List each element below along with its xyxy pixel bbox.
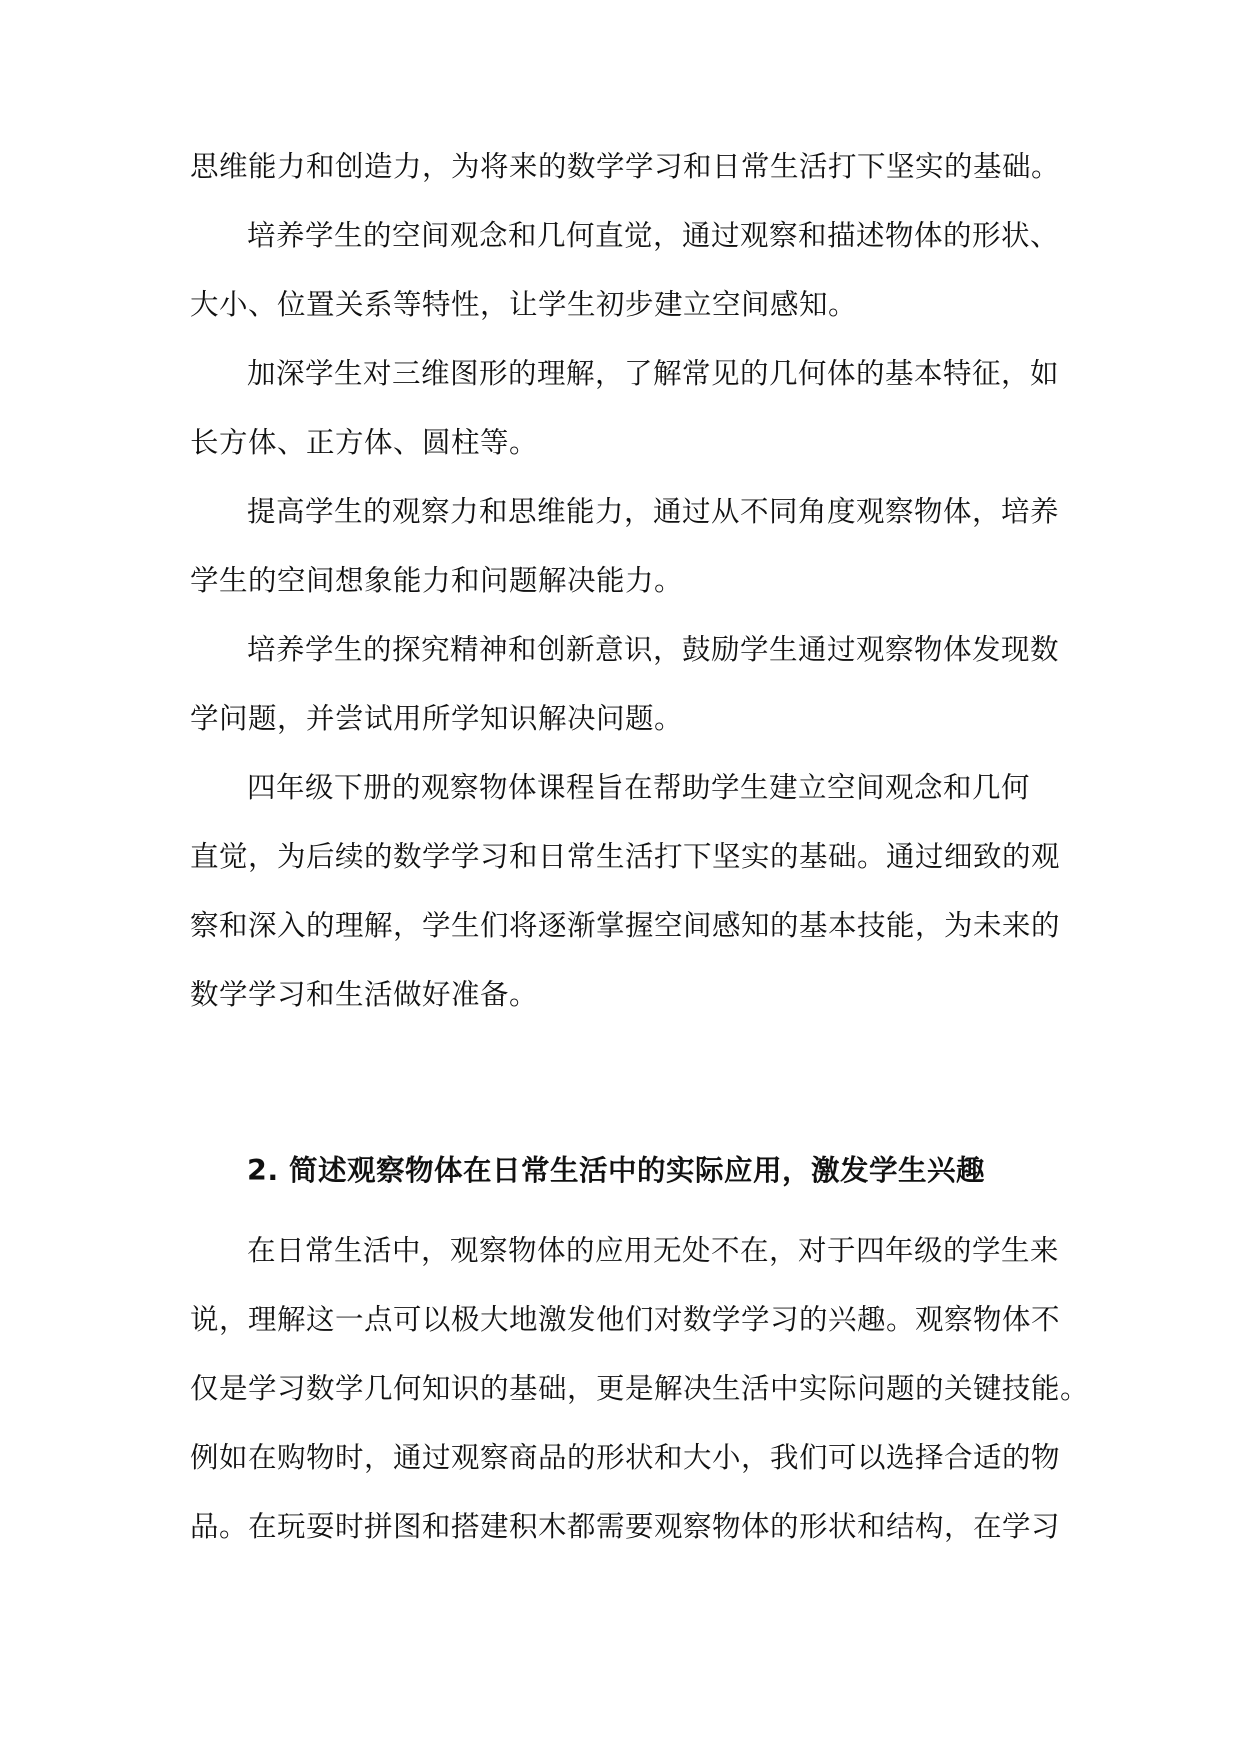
- text-line: 四年级下册的观察物体课程旨在帮助学生建立空间观念和几何: [247, 771, 1031, 804]
- body-text-block-1: [190, 132, 1061, 1029]
- text-line: 培养学生的空间观念和几何直觉，通过观察和描述物体的形状、: [247, 219, 1060, 252]
- text-line: 提高学生的观察力和思维能力，通过从不同角度观察物体，培养: [247, 495, 1060, 528]
- text-line: 数学学习和生活做好准备。: [190, 978, 539, 1011]
- text-line: 在日常生活中，观察物体的应用无处不在，对于四年级的学生来: [247, 1234, 1060, 1267]
- text-line: 品。在玩耍时拼图和搭建积木都需要观察物体的形状和结构，在学习: [190, 1510, 1061, 1543]
- text-line: 学生的空间想象能力和问题解决能力。: [190, 564, 684, 597]
- section-title: 简述观察物体在日常生活中的实际应用，激发学生兴趣: [289, 1154, 986, 1187]
- text-line: 培养学生的探究精神和创新意识，鼓励学生通过观察物体发现数: [247, 633, 1060, 666]
- text-line: 思维能力和创造力，为将来的数学学习和日常生活打下坚实的基础。: [190, 150, 1061, 183]
- text-line: 例如在购物时，通过观察商品的形状和大小，我们可以选择合适的物: [190, 1441, 1061, 1474]
- text-line: 加深学生对三维图形的理解，了解常见的几何体的基本特征，如: [247, 357, 1060, 390]
- text-line: 说，理解这一点可以极大地激发他们对数学学习的兴趣。观察物体不: [190, 1303, 1061, 1336]
- section-heading: [247, 1148, 985, 1189]
- text-line: 学问题，并尝试用所学知识解决问题。: [190, 702, 684, 735]
- text-line: 直觉，为后续的数学学习和日常生活打下坚实的基础。通过细致的观: [190, 840, 1061, 873]
- text-line: 长方体、正方体、圆柱等。: [190, 426, 539, 459]
- text-line: 大小、位置关系等特性，让学生初步建立空间感知。: [190, 288, 858, 321]
- body-text-block-2: [190, 1216, 1090, 1561]
- section-number: 2.: [247, 1154, 279, 1187]
- text-line: 仅是学习数学几何知识的基础，更是解决生活中实际问题的关键技能。: [190, 1372, 1090, 1405]
- text-line: 察和深入的理解，学生们将逐渐掌握空间感知的基本技能，为未来的: [190, 909, 1061, 942]
